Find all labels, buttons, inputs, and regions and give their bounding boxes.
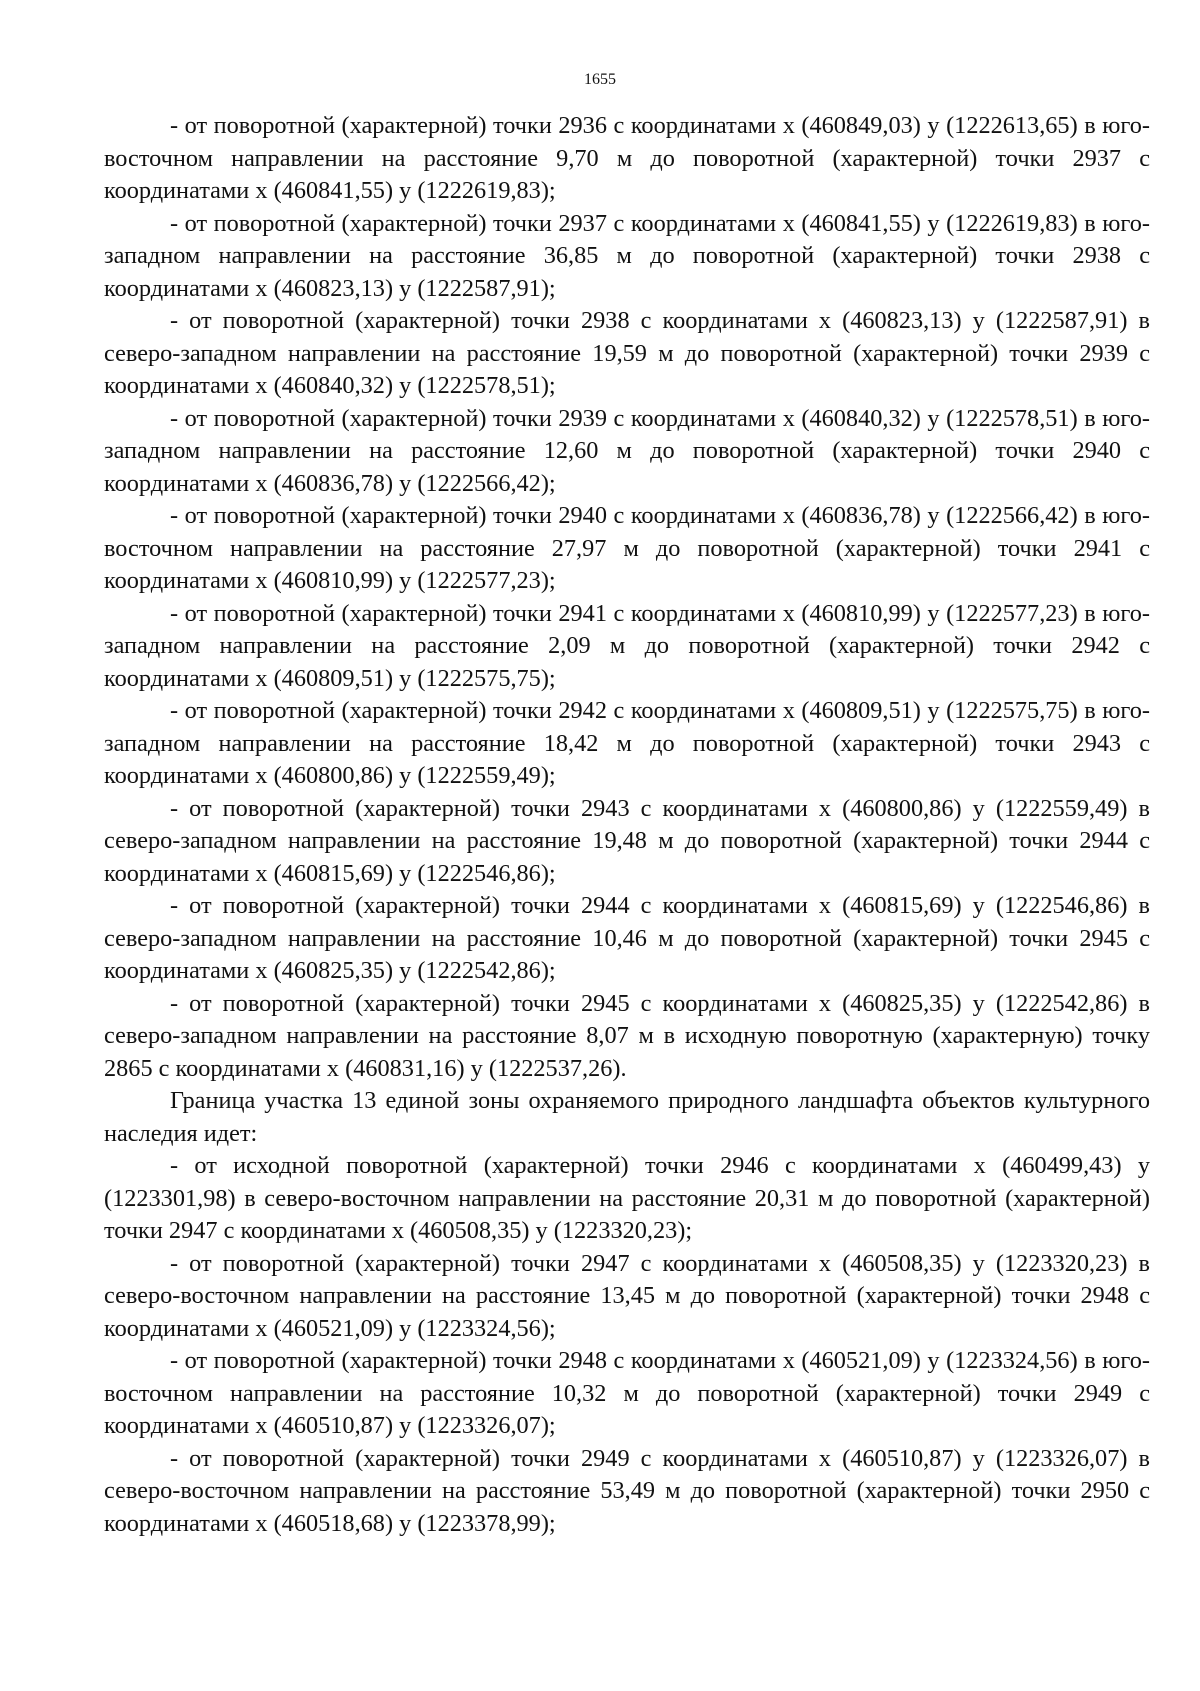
boundary-segment-paragraph: - от поворотной (характерной) точки 2936 с координатами x (460849,03) y (1222613,65) в юго-восточном направлении на расстояние 9,70 м до поворотной (характерной) точки 2937 с координатами x (460841,55) y (1222619,83); <box>104 112 1150 204</box>
boundary-segment-paragraph: - от поворотной (характерной) точки 2940 с координатами x (460836,78) y (1222566,42) в юго-восточном направлении на расстояние 27,97 м до поворотной (характерной) точки 2941 с координатами x (460810,99) y (1222577,23); <box>104 502 1150 594</box>
boundary-segment-paragraph: - от поворотной (характерной) точки 2938 с координатами x (460823,13) y (1222587,91) в северо-западном направлении на расстояние 19,59 м до поворотной (характерной) точки 2939 с координатами x (460840,32) y (1222578,51); <box>104 307 1150 399</box>
boundary-segment-paragraph: - от поворотной (характерной) точки 2943 с координатами x (460800,86) y (1222559,49) в северо-западном направлении на расстояние 19,48 м до поворотной (характерной) точки 2944 с координатами x (460815,69) y (1222546,86); <box>104 794 1150 887</box>
boundary-segment-paragraph: - от поворотной (характерной) точки 2947 с координатами x (460508,35) y (1223320,23) в северо-восточном направлении на расстояние 13,45 м до поворотной (характерной) точки 2948 с координатами x (460521,09) y (1223324,56); <box>104 1249 1150 1342</box>
boundary-segment-paragraph: - от поворотной (характерной) точки 2942 с координатами x (460809,51) y (1222575,75) в юго-западном направлении на расстояние 18,42 м до поворотной (характерной) точки 2943 с координатами x (460800,86) y (1222559,49); <box>104 697 1150 789</box>
boundary-segment-paragraph: - от поворотной (характерной) точки 2939 с координатами x (460840,32) y (1222578,51) в юго-западном направлении на расстояние 12,60 м до поворотной (характерной) точки 2940 с координатами x (460836,78) y (1222566,42); <box>104 404 1150 497</box>
page-number: 1655 <box>584 71 616 88</box>
boundary-segment-paragraph: - от поворотной (характерной) точки 2949 с координатами x (460510,87) y (1223326,07) в северо-восточном направлении на расстояние 53,49 м до поворотной (характерной) точки 2950 с координатами x (460518,68) y (1223378,99); <box>104 1444 1150 1537</box>
boundary-segment-paragraph: - от поворотной (характерной) точки 2941 с координатами x (460810,99) y (1222577,23) в юго-западном направлении на расстояние 2,09 м до поворотной (характерной) точки 2942 с координатами x (460809,51) y (1222575,75); <box>104 599 1150 692</box>
boundary-segment-paragraph: - от поворотной (характерной) точки 2945 с координатами x (460825,35) y (1222542,86) в северо-западном направлении на расстояние 8,07 м в исходную поворотную (характерную) точку 2865 с координатами x (460831,16) y (1222537,26). <box>104 989 1150 1082</box>
boundary-segment-paragraph: - от исходной поворотной (характерной) точки 2946 с координатами x (460499,43) y (1223301,98) в северо-восточном направлении на расстояние 20,31 м до поворотной (характерной) точки 2947 с координатами x (460508,35) y (1223320,23); <box>104 1152 1150 1244</box>
boundary-segment-paragraph: - от поворотной (характерной) точки 2937 с координатами x (460841,55) y (1222619,83) в юго-западном направлении на расстояние 36,85 м до поворотной (характерной) точки 2938 с координатами x (460823,13) y (1222587,91); <box>104 209 1150 302</box>
document-body <box>104 110 1150 1540</box>
boundary-segment-paragraph: - от поворотной (характерной) точки 2944 с координатами x (460815,69) y (1222546,86) в северо-западном направлении на расстояние 10,46 м до поворотной (характерной) точки 2945 с координатами x (460825,35) y (1222542,86); <box>104 892 1150 984</box>
boundary-segment-paragraph: - от поворотной (характерной) точки 2948 с координатами x (460521,09) y (1223324,56) в юго-восточном направлении на расстояние 10,32 м до поворотной (характерной) точки 2949 с координатами x (460510,87) y (1223326,07); <box>104 1347 1150 1439</box>
section-intro-paragraph: Граница участка 13 единой зоны охраняемого природного ландшафта объектов культурного наследия идет: <box>104 1087 1150 1147</box>
